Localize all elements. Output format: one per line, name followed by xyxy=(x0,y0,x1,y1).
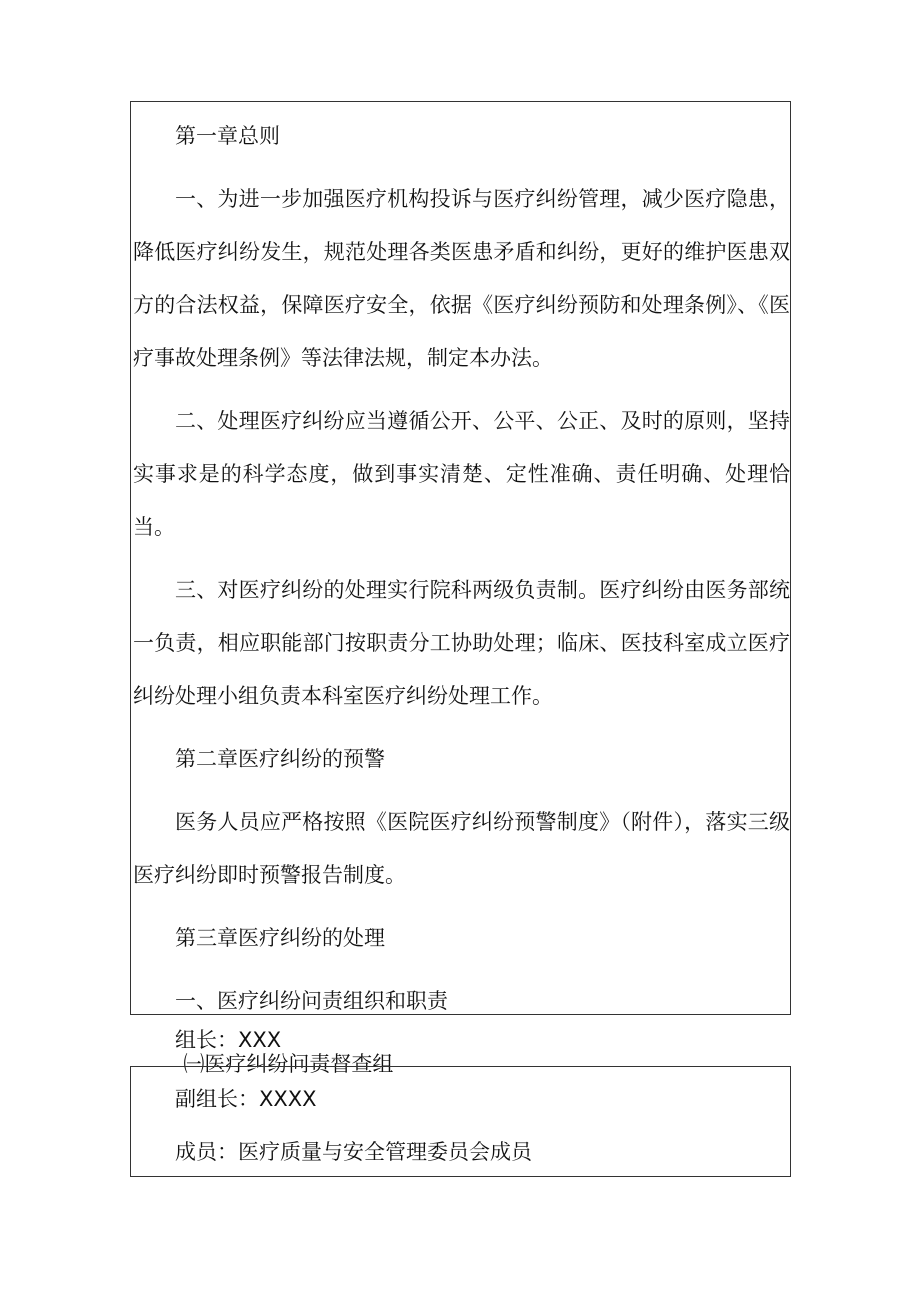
spacer xyxy=(131,786,790,796)
document-frame-lower xyxy=(130,1066,791,1177)
paragraph-4: 医务人员应严格按照《医院医疗纠纷预警制度》（附件），落实三级医疗纠纷即时预警报告制度。 xyxy=(133,810,790,887)
chapter-3-heading: 第三章医疗纠纷的处理 xyxy=(175,926,385,950)
chapter-1-heading: 第一章总则 xyxy=(175,124,280,148)
upper-content xyxy=(131,102,790,1091)
spacer xyxy=(131,902,790,912)
paragraph-3: 三、对医疗纠纷的处理实行院科两级负责制。医疗纠纷由医务部统一负责，相应职能部门按职责分工协助处理；临床、医技科室成立医疗纠纷处理小组负责本科室医疗纠纷处理工作。 xyxy=(133,578,790,708)
lower-content xyxy=(131,1067,790,1179)
paragraph-2: 二、处理医疗纠纷应当遵循公开、公平、公正、及时的原则，坚持实事求是的科学态度，做到事实清楚、定性准确、责任明确、处理恰当。 xyxy=(133,409,790,539)
subsection-item-1: ㈠医疗纠纷问责督查组 xyxy=(183,1052,394,1076)
group-leader-line: 组长：XXX xyxy=(175,1028,282,1052)
chapter-2-heading: 第二章医疗纠纷的预警 xyxy=(175,747,385,771)
spacer xyxy=(131,723,790,733)
section-item-1: 一、医疗纠纷问责组织和职责 xyxy=(175,989,448,1013)
deputy-leader-line: 副组长：XXXX xyxy=(175,1087,317,1111)
paragraph-1: 一、为进一步加强医疗机构投诉与医疗纠纷管理，减少医疗隐患，降低医疗纠纷发生，规范处理各类医患矛盾和纠纷，更好的维护医患双方的合法权益，保障医疗安全，依据《医疗纠纷预防和处理条例》、《医疗事故处理条例》等法律法规，制定本办法。 xyxy=(133,187,790,370)
spacer xyxy=(131,554,790,564)
spacer xyxy=(131,385,790,395)
spacer xyxy=(131,965,790,975)
spacer xyxy=(131,163,790,173)
members-line: 成员：医疗质量与安全管理委员会成员 xyxy=(175,1140,532,1164)
